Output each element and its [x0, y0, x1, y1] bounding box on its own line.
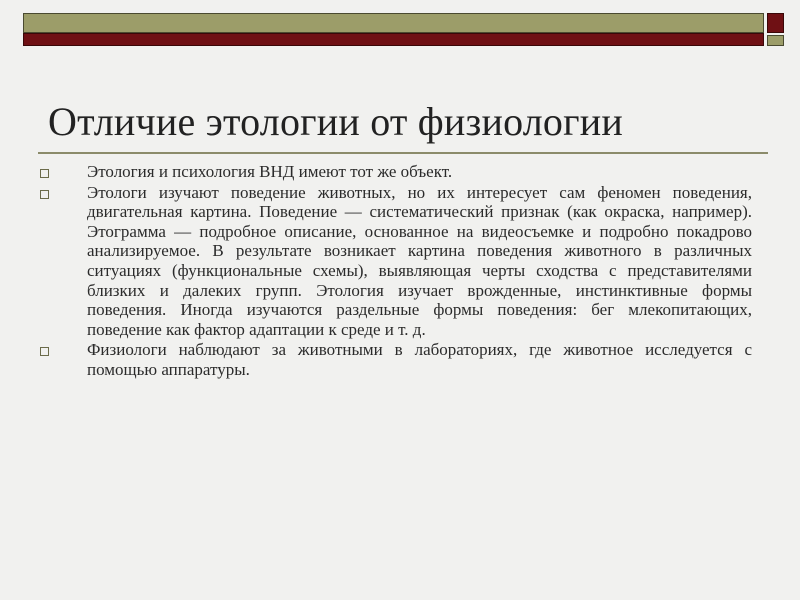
header-bar-olive [23, 13, 764, 33]
slide-title: Отличие этологии от физиологии [48, 99, 623, 144]
list-item [40, 183, 752, 340]
bullet-list [40, 162, 752, 381]
header-bar-maroon [23, 33, 764, 46]
list-item [40, 162, 752, 182]
list-item [40, 340, 752, 379]
header-square-maroon [767, 13, 784, 33]
hollow-square-icon [40, 190, 49, 199]
hollow-square-icon [40, 347, 49, 356]
hollow-square-icon [40, 169, 49, 178]
title-divider [38, 152, 768, 154]
header-square-olive [767, 35, 784, 46]
bullet-text: Физиологи наблюдают за животными в лабораториях, где животное исследуется с помощью аппаратуры. [87, 340, 752, 379]
bullet-text: Этология и психология ВНД имеют тот же объект. [87, 162, 453, 181]
bullet-text: Этологи изучают поведение животных, но их интересует сам феномен поведения, двигательная картина. Поведение — систематический признак (как окраска, например). Этограмма — подробное описание, основанное на видеосъемке и подробно покадрово анализируемое. В результате возникает картина поведения животного в различных ситуациях (функциональные схемы), выявляющая черты сходства с представителями близких и далеких групп. Этология изучает врожденные, инстинктивные формы поведения. Иногда изучаются раздельные формы поведения: бег млекопитающих, поведение как фактор адаптации к среде и т. д. [87, 182, 752, 339]
